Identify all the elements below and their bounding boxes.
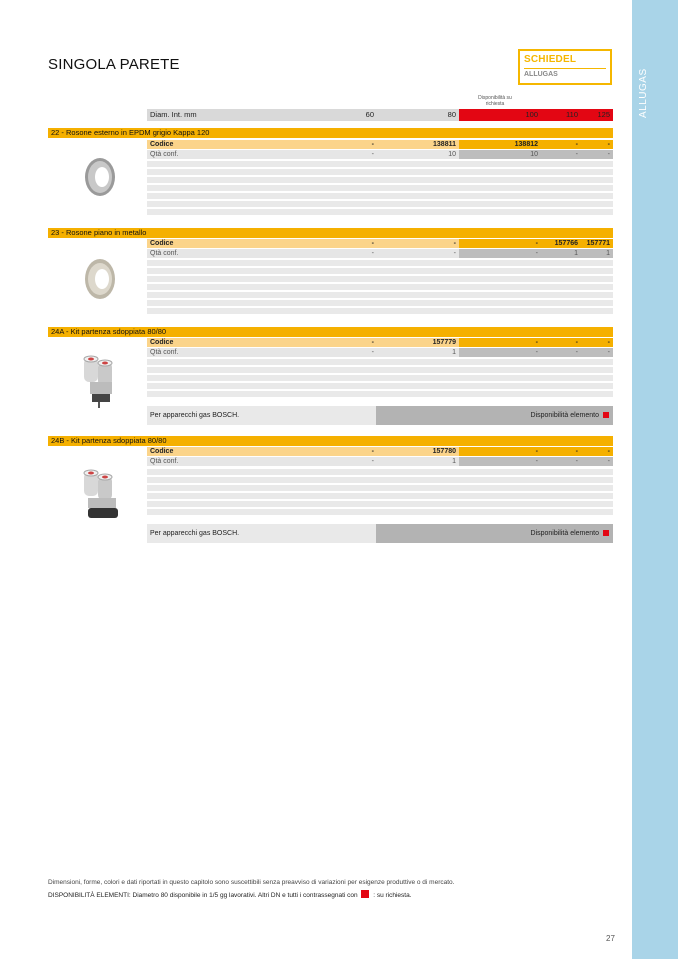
qta-row — [147, 249, 613, 258]
empty-row — [147, 509, 613, 515]
codice-row — [147, 140, 613, 149]
codice-cell: - — [541, 140, 581, 149]
codice-label: Codice — [150, 141, 174, 148]
empty-row — [147, 477, 613, 483]
section-title: 24B - Kit partenza sdoppiata 80/80 — [48, 436, 613, 446]
page-number: 27 — [606, 934, 615, 943]
availability-note: Disponibilità su richiesta — [478, 95, 512, 107]
codice-cell: 157780 — [432, 448, 456, 455]
codice-cell: 157779 — [432, 339, 456, 346]
diameter-header-row — [147, 109, 613, 121]
qta-cell: 10 — [459, 150, 541, 159]
codice-row — [147, 447, 613, 456]
qta-cell: - — [581, 348, 613, 357]
empty-row — [147, 375, 613, 381]
codice-label: Codice — [150, 339, 174, 346]
header-label: Diam. Int. mm — [150, 110, 197, 119]
codice-cell: - — [541, 338, 581, 347]
note-text: Per apparecchi gas BOSCH. — [150, 530, 240, 537]
empty-row — [147, 485, 613, 491]
footer-availability-suffix: : su richiesta. — [373, 892, 412, 899]
empty-row — [147, 308, 613, 314]
qta-cell: - — [581, 457, 613, 466]
qta-cell: - — [371, 151, 374, 158]
codice-cell: - — [581, 447, 613, 456]
header-col: 100 — [459, 109, 541, 121]
codice-cell: - — [459, 338, 541, 347]
empty-row — [147, 276, 613, 282]
empty-row — [147, 383, 613, 389]
empty-row — [147, 493, 613, 499]
empty-row — [147, 169, 613, 175]
empty-row — [147, 161, 613, 167]
empty-row — [147, 367, 613, 373]
qta-cell: - — [371, 349, 374, 356]
section-title: 22 - Rosone esterno in EPDM grigio Kappa 120 — [48, 128, 613, 138]
empty-row — [147, 209, 613, 215]
footer-disclaimer: Dimensioni, forme, colori e dati riportati in questo capitolo sono suscettibili senza preavviso di variazioni per esigenze produttive o di mercato. — [48, 879, 455, 886]
qta-cell: 1 — [581, 249, 613, 258]
footer-availability — [48, 890, 412, 899]
codice-cell: - — [541, 447, 581, 456]
empty-row — [147, 501, 613, 507]
red-square-icon — [603, 530, 609, 536]
qta-cell: - — [371, 458, 374, 465]
codice-cell: - — [371, 339, 374, 346]
qta-cell: - — [459, 348, 541, 357]
header-col: 110 — [541, 109, 581, 121]
codice-cell: 138811 — [433, 141, 456, 148]
empty-row — [147, 177, 613, 183]
codice-cell: - — [371, 448, 374, 455]
qta-label: Qtà conf. — [150, 458, 179, 465]
empty-row — [147, 201, 613, 207]
empty-row — [147, 260, 613, 266]
qta-cell: - — [541, 457, 581, 466]
codice-cell: 138812 — [459, 140, 541, 149]
header-col: 80 — [377, 109, 459, 121]
note-row — [147, 524, 613, 543]
qta-cell: 1 — [541, 249, 581, 258]
note-text: Per apparecchi gas BOSCH. — [150, 412, 240, 419]
brand-sub: ALLUGAS — [524, 71, 558, 78]
header-col: 125 — [581, 109, 613, 121]
section-title: 24A - Kit partenza sdoppiata 80/80 — [48, 327, 613, 337]
qta-label: Qtà conf. — [150, 250, 179, 257]
side-tab-label: ALLUGAS — [638, 68, 649, 118]
empty-row — [147, 185, 613, 191]
codice-cell: - — [453, 240, 456, 247]
logo-divider — [524, 68, 606, 69]
codice-cell: 157771 — [581, 239, 613, 248]
empty-row — [147, 300, 613, 306]
qta-cell: - — [459, 457, 541, 466]
empty-row — [147, 268, 613, 274]
codice-row — [147, 239, 613, 248]
availability-text: Disponibilità elemento — [530, 530, 599, 537]
side-tab-bar — [632, 0, 678, 959]
qta-cell: - — [581, 150, 613, 159]
empty-row — [147, 391, 613, 397]
codice-cell: - — [459, 239, 541, 248]
availability-cell — [376, 524, 613, 543]
qta-label: Qtà conf. — [150, 349, 179, 356]
qta-cell: - — [459, 249, 541, 258]
qta-cell: - — [541, 348, 581, 357]
empty-row — [147, 284, 613, 290]
note-row — [147, 406, 613, 425]
empty-row — [147, 193, 613, 199]
empty-row — [147, 469, 613, 475]
codice-label: Codice — [150, 448, 174, 455]
header-col: 60 — [295, 109, 377, 121]
qta-row — [147, 150, 613, 159]
split-start-kit-image — [76, 348, 124, 412]
qta-cell: 10 — [448, 151, 456, 158]
qta-row — [147, 348, 613, 357]
section-title: 23 - Rosone piano in metallo — [48, 228, 613, 238]
codice-cell: - — [371, 240, 374, 247]
metal-rosette-image — [80, 256, 120, 302]
codice-cell: - — [371, 141, 374, 148]
availability-cell — [376, 406, 613, 425]
empty-row — [147, 359, 613, 365]
rubber-rosette-image — [80, 155, 120, 200]
red-square-icon — [361, 890, 369, 898]
codice-row — [147, 338, 613, 347]
codice-label: Codice — [150, 240, 174, 247]
qta-cell: 1 — [452, 349, 456, 356]
qta-cell: - — [541, 150, 581, 159]
footer-availability-text: DISPONIBILITÀ ELEMENTI: Diametro 80 disponibile in 1/5 gg lavorativi. Altri DN e tutti i contrassegnati con — [48, 892, 358, 899]
brand-logo — [518, 49, 612, 85]
brand-name: SCHIEDEL — [524, 54, 577, 65]
qta-cell: - — [371, 250, 374, 257]
qta-row — [147, 457, 613, 466]
page-title: SINGOLA PARETE — [48, 56, 180, 73]
empty-row — [147, 292, 613, 298]
availability-text: Disponibilità elemento — [530, 412, 599, 419]
codice-cell: - — [581, 338, 613, 347]
qta-cell: - — [453, 250, 456, 257]
split-start-kit-image — [76, 462, 126, 526]
red-square-icon — [603, 412, 609, 418]
codice-cell: - — [581, 140, 613, 149]
codice-cell: - — [459, 447, 541, 456]
qta-label: Qtà conf. — [150, 151, 179, 158]
codice-cell: 157766 — [541, 239, 581, 248]
qta-cell: 1 — [452, 458, 456, 465]
